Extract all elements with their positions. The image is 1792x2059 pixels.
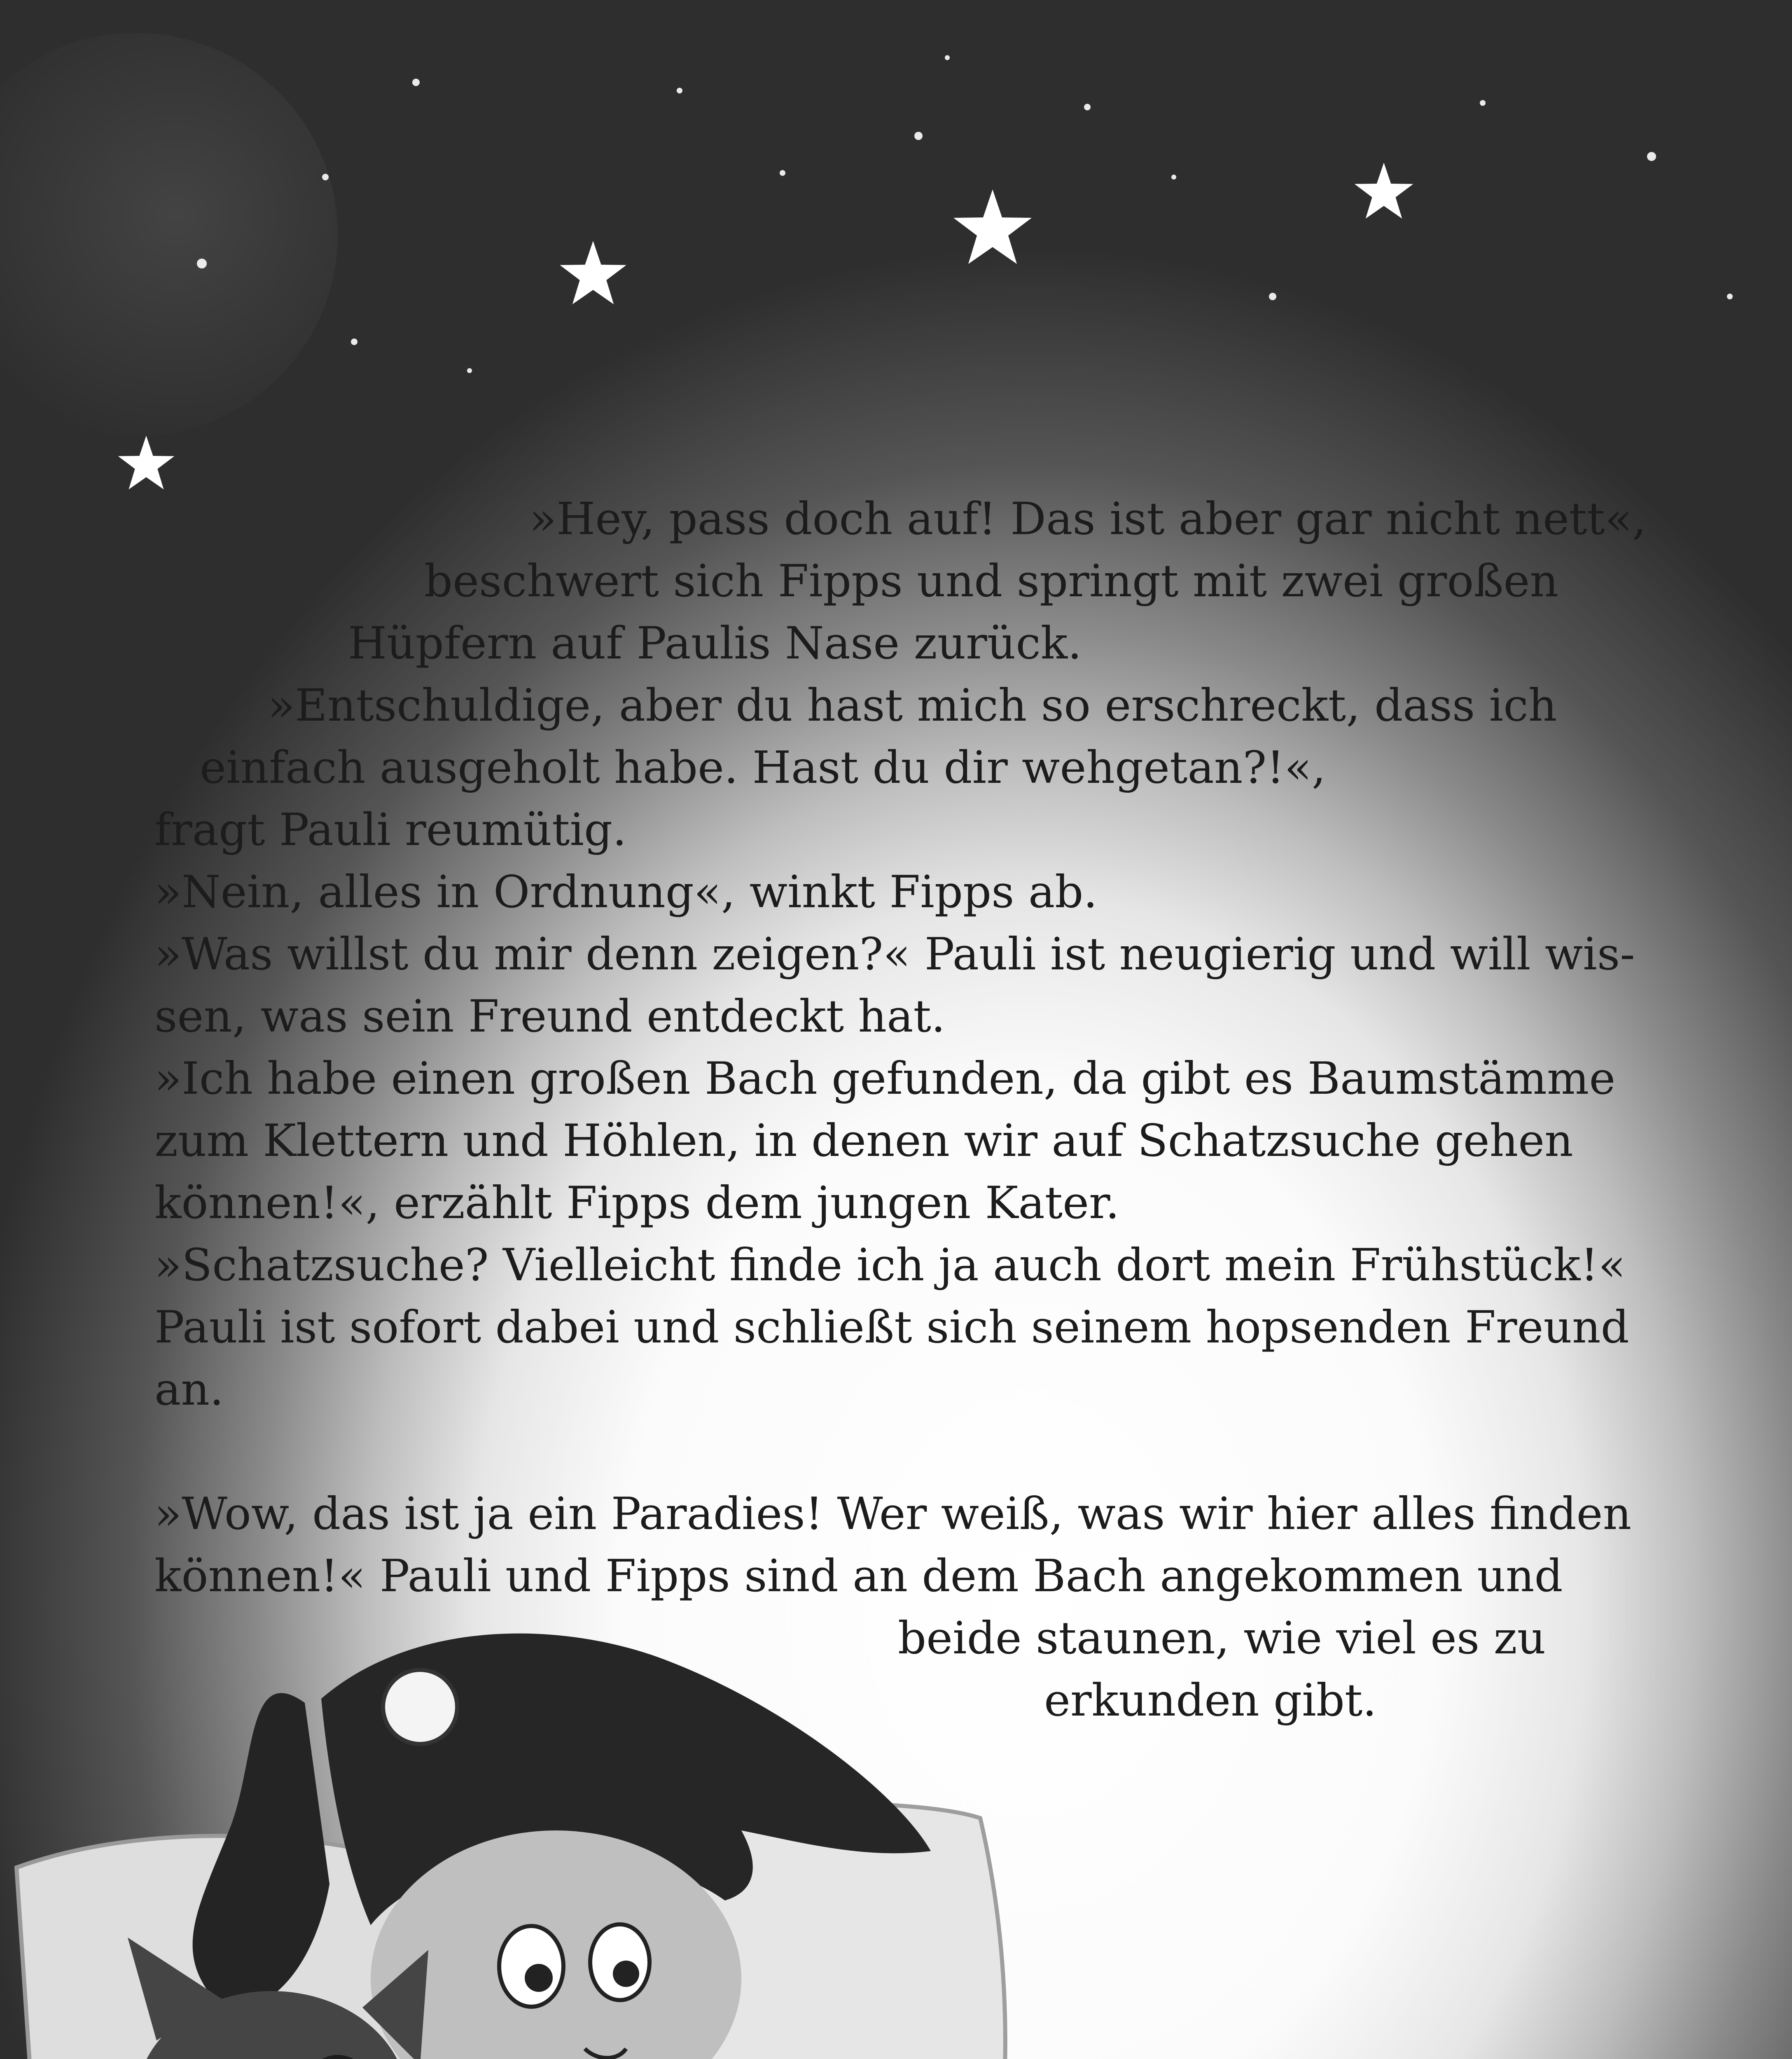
story-line: »Nein, alles in Ordnung«, winkt Fipps ab. — [154, 866, 1098, 918]
story-line: Pauli ist sofort dabei und schließt sich seinem hopsenden Freund — [154, 1302, 1629, 1353]
reading-girl-illustration — [0, 1627, 1091, 2059]
star-icon — [560, 241, 626, 304]
story-line: »Wow, das ist ja ein Paradies! Wer weiß, was wir hier alles finden — [154, 1488, 1632, 1540]
sparkle-dots — [197, 55, 1733, 373]
story-line: zum Klettern und Höhlen, in denen wir auf Schatzsuche gehen — [154, 1115, 1573, 1167]
story-line: können!«, erzählt Fipps dem jungen Kater. — [154, 1177, 1120, 1229]
star-icon — [1355, 163, 1414, 219]
story-line: beide staunen, wie viel es zu — [898, 1613, 1546, 1664]
story-line: Hüpfern auf Paulis Nase zurück. — [348, 618, 1082, 669]
star-icon — [118, 436, 175, 489]
story-line: »Ich habe einen großen Bach gefunden, da gibt es Baumstämme — [154, 1053, 1616, 1104]
story-line: einfach ausgeholt habe. Hast du dir wehgetan?!«, — [200, 742, 1326, 794]
story-line: können!« Pauli und Fipps sind an dem Bach angekommen und — [154, 1550, 1563, 1602]
story-line: »Entschuldige, aber du hast mich so erschreckt, dass ich — [268, 680, 1557, 731]
star-icon — [953, 189, 1032, 264]
story-line: sen, was sein Freund entdeckt hat. — [154, 991, 946, 1042]
story-line: erkunden gibt. — [1044, 1675, 1377, 1726]
story-line: fragt Pauli reumütig. — [154, 804, 627, 856]
story-line: an. — [154, 1364, 224, 1415]
story-line: beschwert sich Fipps und springt mit zwei großen — [424, 556, 1558, 607]
story-line: »Schatzsuche? Vielleicht finde ich ja auch dort mein Frühstück!« — [154, 1240, 1626, 1291]
story-text — [154, 488, 1647, 1732]
story-line: »Was willst du mir denn zeigen?« Pauli ist neugierig und will wis- — [154, 929, 1635, 980]
story-line: »Hey, pass doch auf! Das ist aber gar nicht nett«, — [529, 493, 1647, 545]
